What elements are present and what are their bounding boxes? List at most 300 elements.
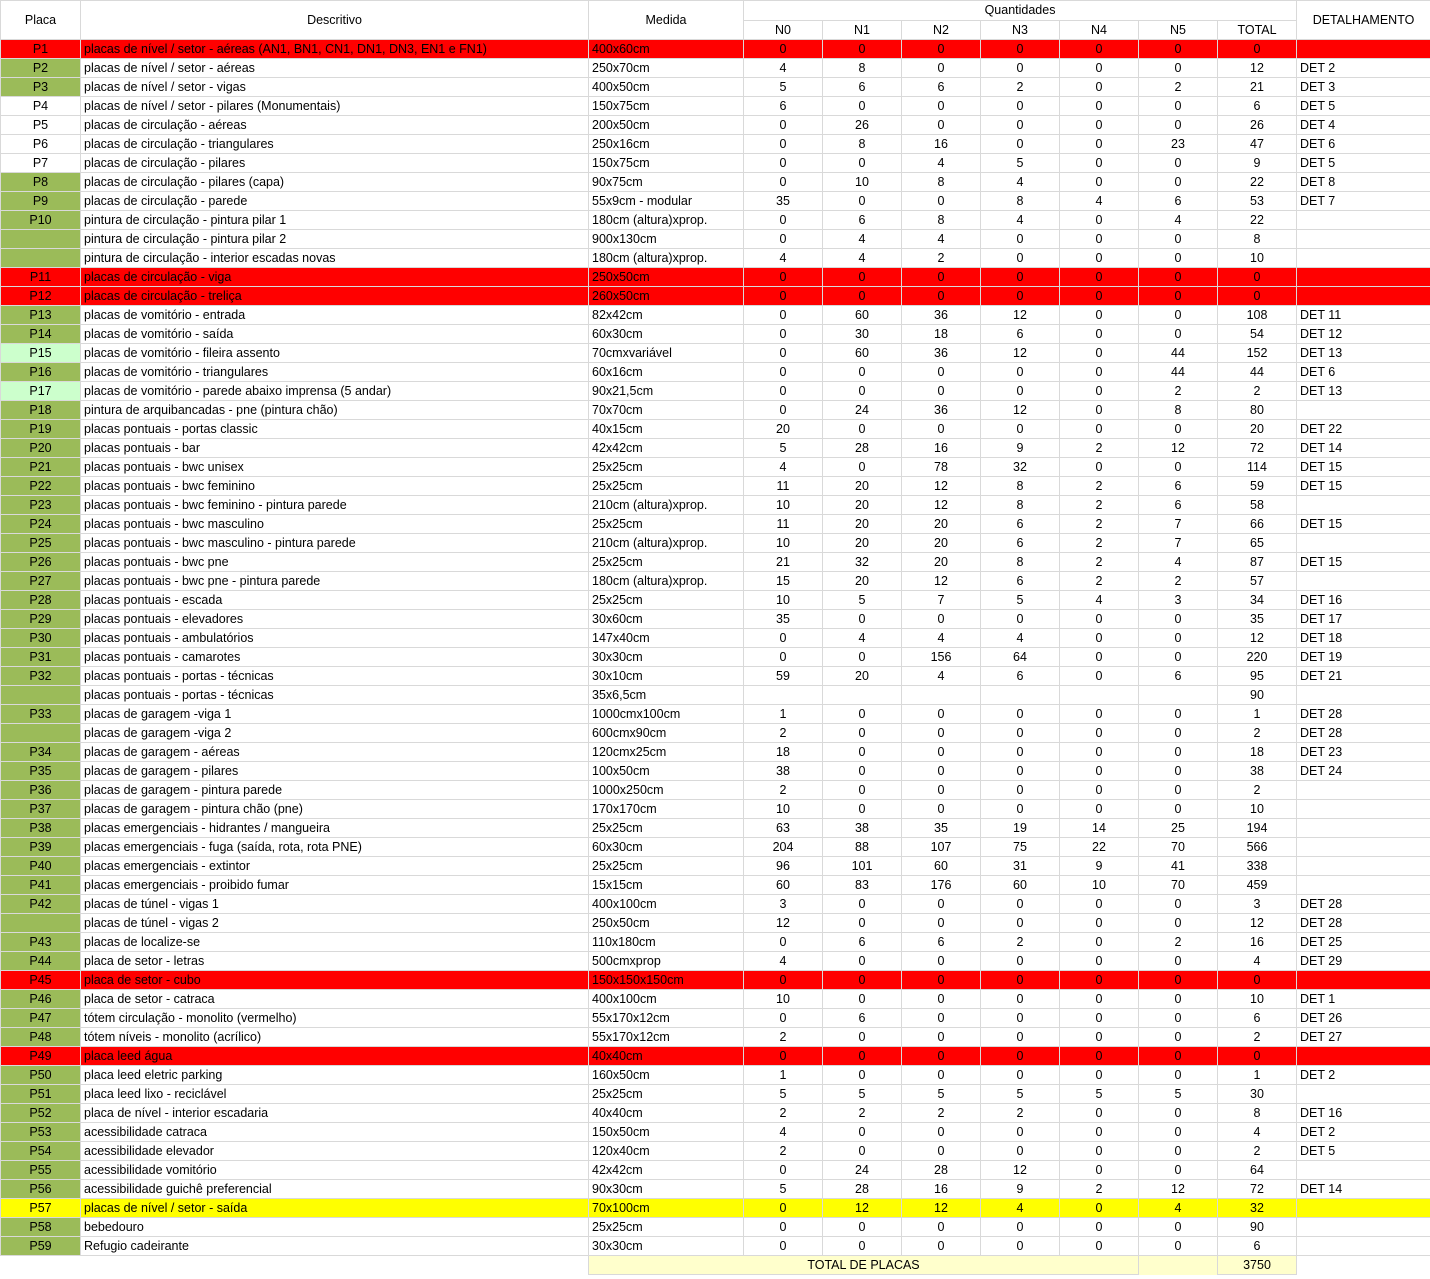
cell-n4[interactable]: 0 (1060, 1028, 1139, 1047)
cell-medida[interactable]: 400x60cm (589, 40, 744, 59)
cell-n1[interactable]: 0 (823, 1123, 902, 1142)
cell-n2[interactable]: 0 (902, 363, 981, 382)
cell-detalhamento[interactable]: DET 11 (1297, 306, 1430, 325)
cell-placa[interactable]: P22 (1, 477, 81, 496)
cell-n4[interactable]: 0 (1060, 1218, 1139, 1237)
cell-n2[interactable]: 176 (902, 876, 981, 895)
cell-n0[interactable]: 63 (744, 819, 823, 838)
cell-n2[interactable]: 4 (902, 230, 981, 249)
total-value[interactable]: 3750 (1218, 1256, 1297, 1275)
cell-n2[interactable]: 0 (902, 610, 981, 629)
cell-n1[interactable]: 83 (823, 876, 902, 895)
cell-n1[interactable]: 4 (823, 629, 902, 648)
cell-total[interactable]: 12 (1218, 914, 1297, 933)
cell-n1[interactable]: 0 (823, 1066, 902, 1085)
cell-total[interactable]: 6 (1218, 1237, 1297, 1256)
cell-n3[interactable]: 6 (981, 667, 1060, 686)
cell-n2[interactable]: 0 (902, 781, 981, 800)
cell-n5[interactable]: 0 (1139, 306, 1218, 325)
cell-n1[interactable]: 26 (823, 116, 902, 135)
cell-placa[interactable]: P50 (1, 1066, 81, 1085)
cell-n0[interactable]: 0 (744, 648, 823, 667)
cell-n3[interactable]: 0 (981, 249, 1060, 268)
cell-n5[interactable]: 0 (1139, 1218, 1218, 1237)
cell-detalhamento[interactable]: DET 6 (1297, 363, 1430, 382)
cell-n1[interactable]: 0 (823, 287, 902, 306)
cell-detalhamento[interactable]: DET 28 (1297, 895, 1430, 914)
cell-detalhamento[interactable] (1297, 40, 1430, 59)
cell-total[interactable]: 10 (1218, 990, 1297, 1009)
cell-medida[interactable]: 210cm (altura)xprop. (589, 534, 744, 553)
cell-descritivo[interactable]: placas de garagem - aéreas (81, 743, 589, 762)
cell-n5[interactable]: 0 (1139, 287, 1218, 306)
cell-n1[interactable]: 24 (823, 1161, 902, 1180)
cell-n0[interactable]: 0 (744, 40, 823, 59)
cell-total[interactable]: 32 (1218, 1199, 1297, 1218)
cell-n4[interactable]: 0 (1060, 743, 1139, 762)
cell-detalhamento[interactable] (1297, 876, 1430, 895)
cell-total[interactable]: 34 (1218, 591, 1297, 610)
cell-n2[interactable]: 36 (902, 401, 981, 420)
cell-n1[interactable]: 0 (823, 648, 902, 667)
cell-n2[interactable]: 0 (902, 192, 981, 211)
cell-medida[interactable]: 25x25cm (589, 553, 744, 572)
cell-n2[interactable]: 2 (902, 1104, 981, 1123)
header-detalhamento[interactable]: DETALHAMENTO (1297, 1, 1430, 40)
cell-descritivo[interactable]: placas de circulação - aéreas (81, 116, 589, 135)
cell-medida[interactable]: 250x70cm (589, 59, 744, 78)
cell-descritivo[interactable]: placas de nível / setor - aéreas (AN1, BN1, CN1, DN1, DN3, EN1 e FN1) (81, 40, 589, 59)
cell-placa[interactable]: P35 (1, 762, 81, 781)
cell-n1[interactable]: 0 (823, 705, 902, 724)
cell-descritivo[interactable]: placas de vomitório - parede abaixo imprensa (5 andar) (81, 382, 589, 401)
cell-n1[interactable]: 0 (823, 914, 902, 933)
cell-total[interactable]: 0 (1218, 40, 1297, 59)
cell-n0[interactable] (744, 686, 823, 705)
cell-total[interactable]: 0 (1218, 268, 1297, 287)
cell-placa[interactable]: P56 (1, 1180, 81, 1199)
cell-n5[interactable]: 44 (1139, 363, 1218, 382)
cell-n1[interactable]: 0 (823, 1237, 902, 1256)
cell-detalhamento[interactable]: DET 18 (1297, 629, 1430, 648)
cell-n4[interactable]: 0 (1060, 800, 1139, 819)
cell-descritivo[interactable]: placa de setor - catraca (81, 990, 589, 1009)
cell-n5[interactable]: 0 (1139, 1237, 1218, 1256)
cell-n5[interactable]: 5 (1139, 1085, 1218, 1104)
header-medida[interactable]: Medida (589, 1, 744, 40)
cell-detalhamento[interactable]: DET 3 (1297, 78, 1430, 97)
cell-placa[interactable]: P9 (1, 192, 81, 211)
cell-n1[interactable]: 20 (823, 572, 902, 591)
cell-descritivo[interactable]: placas pontuais - bar (81, 439, 589, 458)
cell-n2[interactable]: 20 (902, 515, 981, 534)
cell-n2[interactable]: 107 (902, 838, 981, 857)
cell-n5[interactable]: 23 (1139, 135, 1218, 154)
cell-n4[interactable]: 0 (1060, 382, 1139, 401)
cell-n0[interactable]: 18 (744, 743, 823, 762)
cell-n0[interactable]: 0 (744, 268, 823, 287)
cell-descritivo[interactable]: placas de nível / setor - saída (81, 1199, 589, 1218)
cell-medida[interactable]: 35x6,5cm (589, 686, 744, 705)
cell-descritivo[interactable]: placas emergenciais - fuga (saída, rota, rota PNE) (81, 838, 589, 857)
cell-placa[interactable]: P31 (1, 648, 81, 667)
cell-descritivo[interactable]: placas de circulação - triangulares (81, 135, 589, 154)
cell-placa[interactable]: P36 (1, 781, 81, 800)
cell-total[interactable]: 4 (1218, 952, 1297, 971)
cell-n4[interactable]: 0 (1060, 154, 1139, 173)
cell-n0[interactable]: 0 (744, 933, 823, 952)
cell-n0[interactable]: 5 (744, 78, 823, 97)
cell-detalhamento[interactable]: DET 7 (1297, 192, 1430, 211)
cell-total[interactable]: 65 (1218, 534, 1297, 553)
cell-n3[interactable]: 0 (981, 1218, 1060, 1237)
cell-n3[interactable]: 12 (981, 1161, 1060, 1180)
cell-n5[interactable]: 0 (1139, 990, 1218, 1009)
cell-descritivo[interactable]: placas pontuais - bwc masculino - pintura parede (81, 534, 589, 553)
cell-detalhamento[interactable] (1297, 857, 1430, 876)
cell-n2[interactable]: 7 (902, 591, 981, 610)
cell-n4[interactable]: 0 (1060, 249, 1139, 268)
cell-n5[interactable]: 2 (1139, 933, 1218, 952)
cell-n4[interactable]: 0 (1060, 344, 1139, 363)
cell-n2[interactable]: 0 (902, 40, 981, 59)
cell-n0[interactable]: 96 (744, 857, 823, 876)
header-n0[interactable]: N0 (744, 20, 823, 40)
cell-n4[interactable]: 5 (1060, 1085, 1139, 1104)
cell-placa[interactable]: P55 (1, 1161, 81, 1180)
header-n1[interactable]: N1 (823, 20, 902, 40)
cell-placa[interactable]: P41 (1, 876, 81, 895)
cell-n3[interactable]: 4 (981, 211, 1060, 230)
cell-n1[interactable]: 2 (823, 1104, 902, 1123)
cell-n0[interactable]: 1 (744, 705, 823, 724)
cell-detalhamento[interactable]: DET 8 (1297, 173, 1430, 192)
cell-n4[interactable]: 0 (1060, 401, 1139, 420)
cell-n2[interactable]: 8 (902, 211, 981, 230)
cell-placa[interactable]: P4 (1, 97, 81, 116)
cell-n3[interactable]: 0 (981, 990, 1060, 1009)
cell-n5[interactable]: 0 (1139, 895, 1218, 914)
cell-placa[interactable]: P5 (1, 116, 81, 135)
cell-n2[interactable]: 0 (902, 1123, 981, 1142)
cell-n1[interactable]: 0 (823, 382, 902, 401)
cell-medida[interactable]: 60x16cm (589, 363, 744, 382)
cell-n2[interactable]: 0 (902, 59, 981, 78)
cell-n3[interactable]: 8 (981, 553, 1060, 572)
cell-n0[interactable]: 10 (744, 591, 823, 610)
cell-n5[interactable]: 0 (1139, 952, 1218, 971)
cell-n0[interactable]: 21 (744, 553, 823, 572)
cell-medida[interactable]: 400x50cm (589, 78, 744, 97)
cell-detalhamento[interactable]: DET 2 (1297, 1066, 1430, 1085)
cell-detalhamento[interactable] (1297, 1047, 1430, 1066)
cell-descritivo[interactable]: placas de circulação - parede (81, 192, 589, 211)
cell-detalhamento[interactable]: DET 5 (1297, 154, 1430, 173)
cell-n4[interactable]: 0 (1060, 458, 1139, 477)
cell-n5[interactable]: 3 (1139, 591, 1218, 610)
cell-n4[interactable]: 0 (1060, 610, 1139, 629)
cell-detalhamento[interactable]: DET 4 (1297, 116, 1430, 135)
cell-descritivo[interactable]: tótem níveis - monolito (acrílico) (81, 1028, 589, 1047)
cell-n1[interactable]: 20 (823, 534, 902, 553)
cell-descritivo[interactable]: placas de garagem - pilares (81, 762, 589, 781)
cell-n4[interactable]: 0 (1060, 230, 1139, 249)
cell-n4[interactable]: 0 (1060, 135, 1139, 154)
cell-n4[interactable]: 0 (1060, 40, 1139, 59)
cell-n0[interactable]: 4 (744, 458, 823, 477)
header-n2[interactable]: N2 (902, 20, 981, 40)
cell-n3[interactable]: 60 (981, 876, 1060, 895)
cell-n3[interactable]: 5 (981, 154, 1060, 173)
cell-n1[interactable]: 28 (823, 1180, 902, 1199)
cell-n5[interactable]: 25 (1139, 819, 1218, 838)
cell-n5[interactable]: 12 (1139, 1180, 1218, 1199)
cell-n0[interactable]: 0 (744, 306, 823, 325)
cell-n3[interactable]: 0 (981, 762, 1060, 781)
cell-placa[interactable]: P19 (1, 420, 81, 439)
cell-n5[interactable]: 0 (1139, 458, 1218, 477)
cell-placa[interactable]: P58 (1, 1218, 81, 1237)
cell-descritivo[interactable]: placas pontuais - portas - técnicas (81, 686, 589, 705)
cell-n2[interactable]: 28 (902, 1161, 981, 1180)
cell-detalhamento[interactable] (1297, 1237, 1430, 1256)
cell-n0[interactable]: 10 (744, 800, 823, 819)
cell-n5[interactable]: 0 (1139, 1161, 1218, 1180)
cell-descritivo[interactable]: placas de garagem -viga 1 (81, 705, 589, 724)
cell-n1[interactable]: 38 (823, 819, 902, 838)
header-descritivo[interactable]: Descritivo (81, 1, 589, 40)
cell-descritivo[interactable]: placa leed água (81, 1047, 589, 1066)
cell-n3[interactable]: 0 (981, 971, 1060, 990)
cell-detalhamento[interactable]: DET 19 (1297, 648, 1430, 667)
cell-n1[interactable]: 10 (823, 173, 902, 192)
cell-n5[interactable]: 0 (1139, 705, 1218, 724)
cell-n2[interactable]: 8 (902, 173, 981, 192)
cell-total[interactable]: 6 (1218, 97, 1297, 116)
header-n3[interactable]: N3 (981, 20, 1060, 40)
cell-placa[interactable]: P48 (1, 1028, 81, 1047)
cell-detalhamento[interactable] (1297, 1218, 1430, 1237)
cell-n2[interactable] (902, 686, 981, 705)
cell-medida[interactable]: 400x100cm (589, 990, 744, 1009)
cell-descritivo[interactable]: placas pontuais - bwc unisex (81, 458, 589, 477)
cell-n5[interactable]: 0 (1139, 1047, 1218, 1066)
cell-n1[interactable]: 0 (823, 800, 902, 819)
cell-medida[interactable]: 25x25cm (589, 819, 744, 838)
cell-n3[interactable]: 64 (981, 648, 1060, 667)
cell-total[interactable]: 2 (1218, 1142, 1297, 1161)
cell-descritivo[interactable]: placas pontuais - elevadores (81, 610, 589, 629)
cell-total[interactable]: 1 (1218, 1066, 1297, 1085)
cell-detalhamento[interactable] (1297, 249, 1430, 268)
cell-n1[interactable]: 0 (823, 971, 902, 990)
cell-n2[interactable]: 12 (902, 1199, 981, 1218)
cell-n1[interactable]: 0 (823, 1218, 902, 1237)
cell-medida[interactable]: 30x10cm (589, 667, 744, 686)
cell-n5[interactable]: 0 (1139, 610, 1218, 629)
cell-total[interactable]: 90 (1218, 1218, 1297, 1237)
cell-n4[interactable]: 0 (1060, 990, 1139, 1009)
cell-descritivo[interactable]: placas de túnel - vigas 1 (81, 895, 589, 914)
cell-n5[interactable]: 0 (1139, 249, 1218, 268)
cell-total[interactable]: 30 (1218, 1085, 1297, 1104)
cell-placa[interactable]: P6 (1, 135, 81, 154)
cell-medida[interactable]: 60x30cm (589, 325, 744, 344)
cell-descritivo[interactable]: acessibilidade guichê preferencial (81, 1180, 589, 1199)
cell-medida[interactable]: 40x40cm (589, 1047, 744, 1066)
cell-n4[interactable]: 0 (1060, 211, 1139, 230)
cell-total[interactable]: 66 (1218, 515, 1297, 534)
cell-n5[interactable]: 4 (1139, 211, 1218, 230)
cell-n5[interactable]: 0 (1139, 230, 1218, 249)
cell-placa[interactable]: P39 (1, 838, 81, 857)
cell-total[interactable]: 58 (1218, 496, 1297, 515)
cell-medida[interactable]: 55x170x12cm (589, 1028, 744, 1047)
cell-n4[interactable]: 2 (1060, 477, 1139, 496)
cell-descritivo[interactable]: placas de circulação - pilares (capa) (81, 173, 589, 192)
cell-n3[interactable]: 75 (981, 838, 1060, 857)
cell-total[interactable]: 80 (1218, 401, 1297, 420)
cell-descritivo[interactable]: pintura de circulação - pintura pilar 2 (81, 230, 589, 249)
cell-total[interactable]: 44 (1218, 363, 1297, 382)
cell-total[interactable]: 12 (1218, 629, 1297, 648)
cell-n2[interactable]: 0 (902, 97, 981, 116)
cell-n4[interactable]: 0 (1060, 1047, 1139, 1066)
cell-descritivo[interactable]: placas pontuais - bwc pne (81, 553, 589, 572)
cell-n2[interactable]: 16 (902, 439, 981, 458)
cell-medida[interactable]: 200x50cm (589, 116, 744, 135)
cell-placa[interactable]: P21 (1, 458, 81, 477)
cell-medida[interactable]: 600cmx90cm (589, 724, 744, 743)
cell-detalhamento[interactable]: DET 1 (1297, 990, 1430, 1009)
cell-total[interactable]: 4 (1218, 1123, 1297, 1142)
cell-total[interactable]: 114 (1218, 458, 1297, 477)
cell-total[interactable]: 3 (1218, 895, 1297, 914)
cell-n0[interactable]: 10 (744, 990, 823, 1009)
cell-placa[interactable]: P18 (1, 401, 81, 420)
cell-medida[interactable]: 25x25cm (589, 458, 744, 477)
cell-n1[interactable]: 4 (823, 230, 902, 249)
cell-detalhamento[interactable] (1297, 1085, 1430, 1104)
cell-n3[interactable]: 0 (981, 116, 1060, 135)
cell-placa[interactable]: P27 (1, 572, 81, 591)
cell-medida[interactable]: 210cm (altura)xprop. (589, 496, 744, 515)
cell-descritivo[interactable]: Refugio cadeirante (81, 1237, 589, 1256)
cell-medida[interactable]: 25x25cm (589, 1218, 744, 1237)
cell-n5[interactable]: 0 (1139, 116, 1218, 135)
cell-n4[interactable]: 0 (1060, 667, 1139, 686)
cell-n5[interactable]: 0 (1139, 1104, 1218, 1123)
cell-medida[interactable]: 82x42cm (589, 306, 744, 325)
cell-total[interactable]: 20 (1218, 420, 1297, 439)
cell-n5[interactable]: 0 (1139, 173, 1218, 192)
cell-n4[interactable]: 0 (1060, 1237, 1139, 1256)
cell-medida[interactable]: 42x42cm (589, 1161, 744, 1180)
cell-n4[interactable]: 0 (1060, 1142, 1139, 1161)
cell-total[interactable]: 18 (1218, 743, 1297, 762)
cell-detalhamento[interactable] (1297, 1199, 1430, 1218)
cell-medida[interactable]: 42x42cm (589, 439, 744, 458)
cell-n3[interactable]: 6 (981, 534, 1060, 553)
cell-total[interactable]: 10 (1218, 800, 1297, 819)
cell-n0[interactable]: 11 (744, 515, 823, 534)
cell-n1[interactable]: 0 (823, 420, 902, 439)
cell-n0[interactable]: 0 (744, 230, 823, 249)
cell-n1[interactable]: 0 (823, 40, 902, 59)
cell-n3[interactable]: 9 (981, 1180, 1060, 1199)
cell-placa[interactable]: P51 (1, 1085, 81, 1104)
cell-n1[interactable]: 0 (823, 781, 902, 800)
cell-n5[interactable]: 0 (1139, 268, 1218, 287)
cell-total[interactable]: 38 (1218, 762, 1297, 781)
cell-n5[interactable]: 0 (1139, 1142, 1218, 1161)
cell-n1[interactable]: 0 (823, 458, 902, 477)
cell-detalhamento[interactable]: DET 12 (1297, 325, 1430, 344)
cell-descritivo[interactable]: placas pontuais - bwc pne - pintura parede (81, 572, 589, 591)
cell-n2[interactable]: 12 (902, 477, 981, 496)
cell-n0[interactable]: 20 (744, 420, 823, 439)
cell-descritivo[interactable]: acessibilidade vomitório (81, 1161, 589, 1180)
cell-n2[interactable]: 4 (902, 629, 981, 648)
cell-total[interactable]: 72 (1218, 1180, 1297, 1199)
cell-n5[interactable]: 0 (1139, 325, 1218, 344)
cell-total[interactable]: 2 (1218, 1028, 1297, 1047)
cell-n3[interactable]: 0 (981, 895, 1060, 914)
cell-descritivo[interactable]: placas emergenciais - extintor (81, 857, 589, 876)
cell-n4[interactable]: 0 (1060, 629, 1139, 648)
cell-n4[interactable]: 22 (1060, 838, 1139, 857)
cell-n4[interactable]: 0 (1060, 762, 1139, 781)
cell-n1[interactable]: 0 (823, 268, 902, 287)
cell-n3[interactable]: 0 (981, 1066, 1060, 1085)
header-n4[interactable]: N4 (1060, 20, 1139, 40)
header-n5[interactable]: N5 (1139, 20, 1218, 40)
cell-detalhamento[interactable]: DET 5 (1297, 1142, 1430, 1161)
cell-n3[interactable]: 0 (981, 1047, 1060, 1066)
cell-n3[interactable]: 2 (981, 933, 1060, 952)
cell-detalhamento[interactable] (1297, 268, 1430, 287)
cell-total[interactable]: 0 (1218, 1047, 1297, 1066)
cell-n3[interactable]: 0 (981, 1142, 1060, 1161)
cell-n3[interactable]: 0 (981, 1237, 1060, 1256)
cell-n0[interactable]: 0 (744, 1161, 823, 1180)
cell-detalhamento[interactable]: DET 25 (1297, 933, 1430, 952)
cell-placa[interactable]: P52 (1, 1104, 81, 1123)
cell-n2[interactable]: 12 (902, 572, 981, 591)
cell-n5[interactable]: 6 (1139, 477, 1218, 496)
cell-n5[interactable]: 0 (1139, 420, 1218, 439)
cell-descritivo[interactable]: placas pontuais - bwc feminino (81, 477, 589, 496)
cell-n5[interactable]: 0 (1139, 971, 1218, 990)
cell-n1[interactable]: 5 (823, 1085, 902, 1104)
cell-n2[interactable]: 0 (902, 268, 981, 287)
cell-n2[interactable]: 0 (902, 952, 981, 971)
cell-n1[interactable]: 8 (823, 59, 902, 78)
cell-placa[interactable] (1, 686, 81, 705)
cell-n2[interactable]: 0 (902, 762, 981, 781)
cell-detalhamento[interactable]: DET 26 (1297, 1009, 1430, 1028)
cell-n2[interactable]: 20 (902, 553, 981, 572)
cell-n1[interactable]: 12 (823, 1199, 902, 1218)
cell-n2[interactable]: 5 (902, 1085, 981, 1104)
cell-n5[interactable]: 0 (1139, 1123, 1218, 1142)
cell-n1[interactable]: 6 (823, 78, 902, 97)
cell-detalhamento[interactable]: DET 13 (1297, 382, 1430, 401)
cell-n2[interactable]: 6 (902, 78, 981, 97)
cell-medida[interactable]: 25x25cm (589, 1085, 744, 1104)
cell-n0[interactable]: 4 (744, 59, 823, 78)
cell-n3[interactable]: 0 (981, 287, 1060, 306)
